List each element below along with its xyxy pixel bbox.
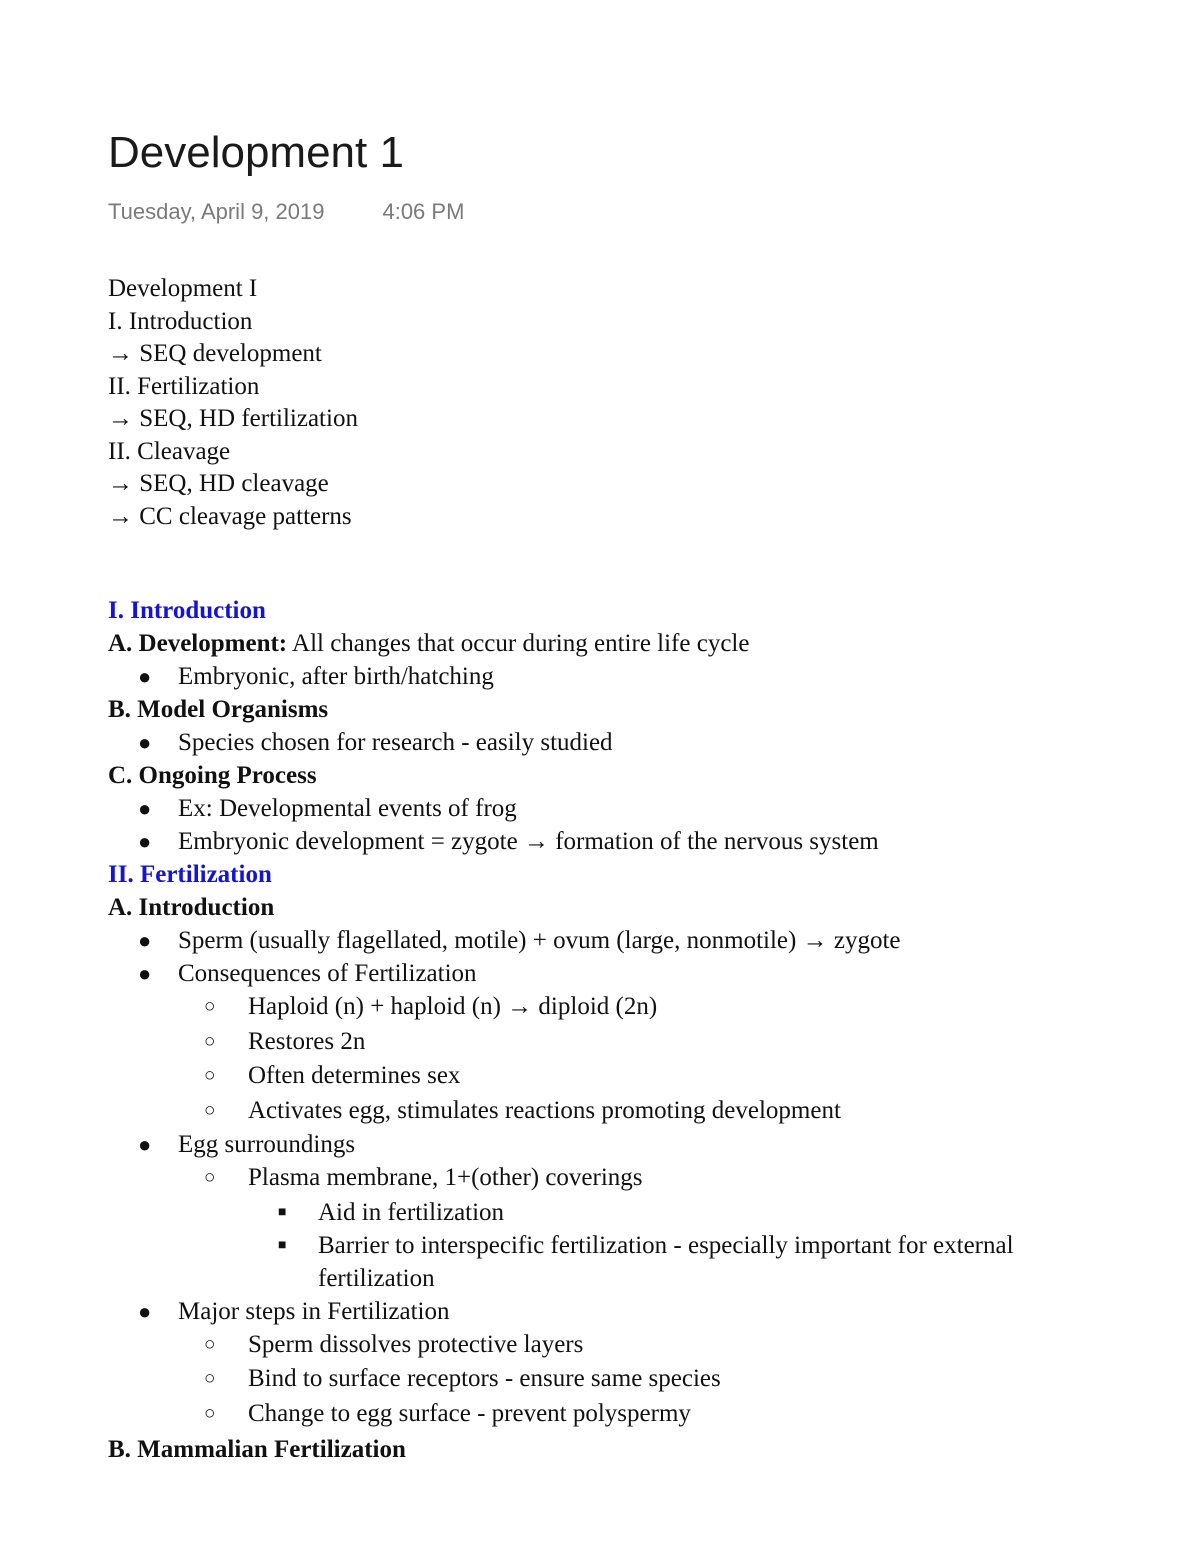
notes-body: [108, 594, 1108, 1431]
outline-item: II. Fertilization: [108, 372, 260, 400]
outline-item: II. Cleavage: [108, 437, 231, 465]
list-item: [108, 1229, 1078, 1295]
bullet-icon: ●: [138, 1132, 152, 1157]
list-item-text: Sperm (usually flagellated, motile) + ovum (large, nonmotile) → zygote: [178, 927, 901, 954]
list-item-text: Aid in fertilization: [318, 1198, 505, 1226]
note-time: 4:06 PM: [382, 199, 465, 224]
bullet-icon: ●: [138, 928, 152, 953]
list-item-text: Ex: Developmental events of frog: [178, 795, 517, 822]
outline-item: → SEQ development: [108, 340, 322, 367]
list-item: [108, 1059, 1108, 1094]
list-item: [108, 660, 1108, 693]
circle-bullet-icon: ○: [204, 1167, 216, 1188]
list-item-text: Plasma membrane, 1+(other) coverings: [248, 1164, 643, 1191]
list-item: [108, 957, 1108, 990]
list-item-text: Embryonic development = zygote → formation of the nervous system: [178, 828, 879, 855]
subsection-introduction: A. Introduction: [108, 894, 275, 921]
section-heading-introduction: I. Introduction: [108, 597, 266, 624]
bullet-icon: ●: [138, 961, 152, 986]
list-item: [108, 1295, 1108, 1328]
subsection-model-organisms: B. Model Organisms: [108, 696, 329, 723]
list-item: [108, 1025, 1108, 1060]
list-item-text: Embryonic, after birth/hatching: [178, 663, 494, 690]
circle-bullet-icon: ○: [204, 996, 216, 1017]
bullet-icon: ●: [138, 730, 152, 755]
note-date: Tuesday, April 9, 2019: [108, 199, 325, 224]
term-definition: All changes that occur during entire life cycle: [287, 630, 750, 657]
square-bullet-icon: ■: [278, 1204, 287, 1220]
note-timestamp: [108, 199, 464, 225]
circle-bullet-icon: ○: [204, 1402, 216, 1424]
subsection-development: [108, 627, 1108, 660]
note-page: [108, 0, 1200, 1553]
circle-bullet-icon: ○: [204, 1368, 216, 1389]
truncated-heading: B. Mammalian Fertilization: [108, 1436, 406, 1463]
list-item: [108, 825, 1108, 858]
list-item: [108, 1094, 1108, 1129]
outline-list: [108, 273, 358, 533]
outline-item: Development I: [108, 275, 258, 302]
list-item: [108, 990, 1108, 1025]
list-item-text: Often determines sex: [248, 1062, 461, 1089]
list-item-text: Sperm dissolves protective layers: [248, 1330, 584, 1358]
list-item-text: Haploid (n) + haploid (n) → diploid (2n): [248, 993, 658, 1020]
list-item: [108, 924, 1108, 957]
list-item: [108, 726, 1108, 759]
outline-item: → CC cleavage patterns: [108, 502, 352, 530]
outline-item: I. Introduction: [108, 307, 253, 335]
list-item-text: Restores 2n: [248, 1027, 366, 1055]
term-label: A. Development:: [108, 630, 288, 657]
list-item: [108, 1128, 1108, 1161]
list-item: [108, 792, 1108, 825]
list-item-text: Major steps in Fertilization: [178, 1297, 450, 1325]
circle-bullet-icon: ○: [204, 1065, 216, 1086]
page-title: Development 1: [108, 128, 404, 177]
square-bullet-icon: ■: [278, 1237, 287, 1253]
bullet-icon: ●: [138, 829, 152, 854]
list-item: [108, 1196, 1108, 1229]
section-heading-fertilization: II. Fertilization: [108, 861, 272, 888]
list-item-text: Activates egg, stimulates reactions promoting development: [248, 1096, 841, 1124]
list-item-text: Change to egg surface - prevent polyspermy: [248, 1399, 691, 1427]
bullet-icon: ●: [138, 796, 152, 821]
bullet-icon: ●: [138, 664, 152, 689]
list-item-text: Barrier to interspecific fertilization - especially important for external fertilization: [318, 1231, 1014, 1292]
bullet-icon: ●: [138, 1298, 152, 1324]
list-item: [108, 1328, 1108, 1363]
outline-item: → SEQ, HD fertilization: [108, 405, 358, 432]
circle-bullet-icon: ○: [204, 1030, 216, 1052]
list-item-text: Species chosen for research - easily studied: [178, 729, 613, 756]
outline-item: → SEQ, HD cleavage: [108, 470, 329, 497]
list-item: [108, 1362, 1108, 1397]
list-item-text: Egg surroundings: [178, 1131, 356, 1158]
list-item: [108, 1397, 1108, 1432]
list-item-text: Bind to surface receptors - ensure same species: [248, 1365, 721, 1392]
subsection-ongoing-process: C. Ongoing Process: [108, 762, 317, 789]
list-item: [108, 1161, 1108, 1196]
circle-bullet-icon: ○: [204, 1333, 216, 1355]
list-item-text: Consequences of Fertilization: [178, 960, 477, 987]
circle-bullet-icon: ○: [204, 1099, 216, 1121]
